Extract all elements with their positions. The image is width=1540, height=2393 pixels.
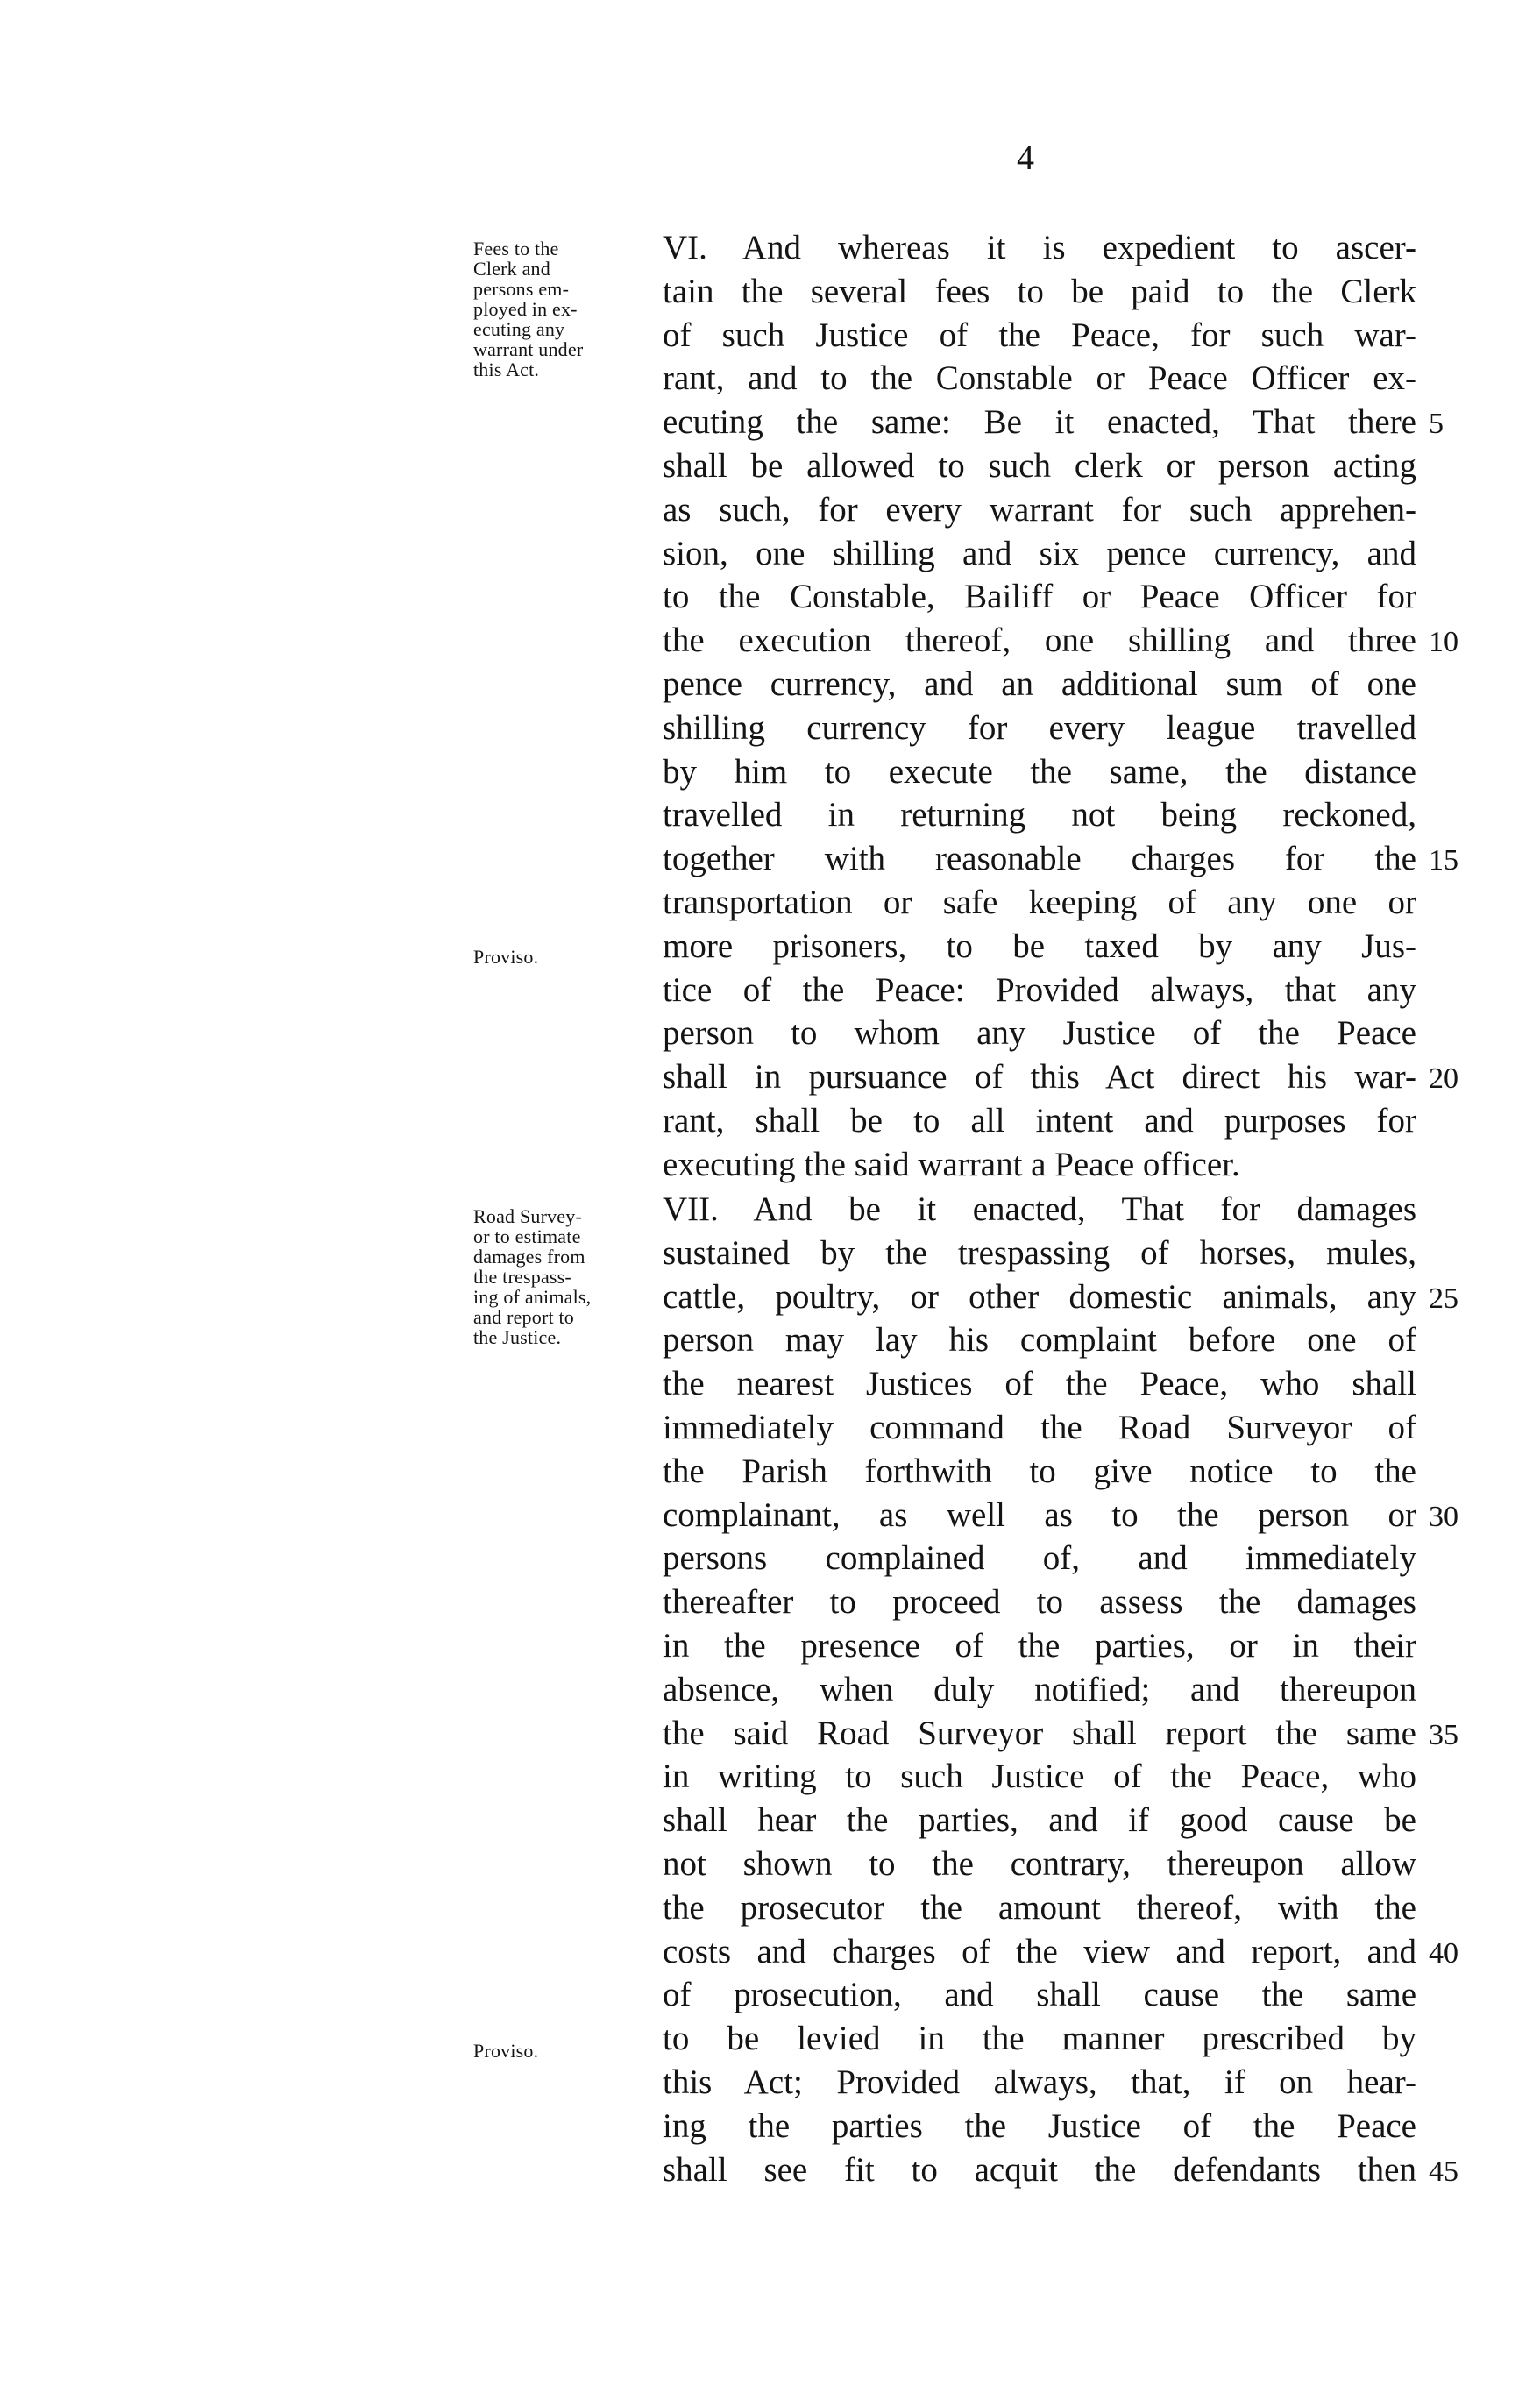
text-line: the prosecutor the amount thereof, with the xyxy=(663,1888,1416,1927)
line-number: 25 xyxy=(1429,1282,1458,1315)
text-line: of such Justice of the Peace, for such war- xyxy=(663,316,1416,354)
text-line: persons complained of, and immediately xyxy=(663,1539,1416,1578)
page-number: 4 xyxy=(1017,138,1034,177)
margin-note-line: Proviso. xyxy=(473,2040,539,2062)
text-line: sion, one shilling and six pence currency, and xyxy=(663,534,1416,572)
margin-note-line: ecuting any xyxy=(473,318,565,340)
text-line: shall be allowed to such clerk or person acting xyxy=(663,446,1416,485)
text-line: ing the parties the Justice of the Peace xyxy=(663,2106,1416,2145)
text-line: person to whom any Justice of the Peace xyxy=(663,1014,1416,1053)
margin-note-line: Road Survey- xyxy=(473,1205,582,1227)
text-line: the nearest Justices of the Peace, who shall xyxy=(663,1365,1416,1403)
section-vi-text xyxy=(663,226,1416,1187)
margin-note-line: damages from xyxy=(473,1246,585,1268)
line-number: 15 xyxy=(1429,844,1458,877)
margin-note-line: the trespass- xyxy=(473,1266,571,1288)
text-line: more prisoners, to be taxed by any Jus- xyxy=(663,927,1416,965)
line-number: 45 xyxy=(1429,2155,1458,2188)
margin-note-fees xyxy=(473,238,657,380)
section-vii-text xyxy=(663,1188,1416,2191)
text-line: VI. And whereas it is expedient to ascer- xyxy=(663,229,1416,266)
margin-note-line: warrant under xyxy=(473,338,584,360)
margin-note-line: this Act. xyxy=(473,359,540,380)
text-line: sustained by the trespassing of horses, mules, xyxy=(663,1233,1416,1272)
margin-note-line: ing of animals, xyxy=(473,1286,592,1308)
margin-note-road-surveyor xyxy=(473,1206,657,1347)
text-line: VII. And be it enacted, That for damages xyxy=(663,1190,1416,1228)
text-line: ecuting the same: Be it enacted, That there xyxy=(663,403,1416,442)
line-number: 40 xyxy=(1429,1937,1458,1970)
line-number: 5 xyxy=(1429,408,1444,440)
margin-note-line: and report to xyxy=(473,1306,575,1328)
text-line: cattle, poultry, or other domestic animals, any xyxy=(663,1277,1416,1316)
text-line: rant, shall be to all intent and purposes for xyxy=(663,1101,1416,1140)
margin-note-line: Proviso. xyxy=(473,946,539,968)
margin-note-proviso xyxy=(473,2041,657,2061)
text-line: in the presence of the parties, or in their xyxy=(663,1626,1416,1665)
text-line: this Act; Provided always, that, if on hear- xyxy=(663,2063,1416,2101)
text-line: in writing to such Justice of the Peace, who xyxy=(663,1757,1416,1796)
text-line: pence currency, and an additional sum of one xyxy=(663,664,1416,703)
text-line: transportation or safe keeping of any one or xyxy=(663,883,1416,921)
margin-note-line: the Justice. xyxy=(473,1326,562,1348)
text-line: tain the several fees to be paid to the Clerk xyxy=(663,272,1416,310)
line-number: 20 xyxy=(1429,1062,1458,1095)
text-line: to the Constable, Bailiff or Peace Officer for xyxy=(663,578,1416,616)
text-line: absence, when duly notified; and thereupon xyxy=(663,1670,1416,1708)
margin-note-line: or to estimate xyxy=(473,1225,581,1247)
text-line: tice of the Peace: Provided always, that any xyxy=(663,970,1416,1009)
text-line: executing the said warrant a Peace officer. xyxy=(663,1145,1240,1183)
text-line: person may lay his complaint before one of xyxy=(663,1321,1416,1360)
text-line: immediately command the Road Surveyor of xyxy=(663,1408,1416,1446)
margin-note-line: Fees to the xyxy=(473,238,559,259)
margin-note-proviso xyxy=(473,947,657,967)
text-line: together with reasonable charges for the xyxy=(663,840,1416,878)
text-line: the execution thereof, one shilling and three xyxy=(663,621,1416,660)
margin-note-line: ployed in ex- xyxy=(473,298,578,320)
text-line: travelled in returning not being reckoned, xyxy=(663,796,1416,834)
text-line: complainant, as well as to the person or xyxy=(663,1495,1416,1534)
text-line: shall see fit to acquit the defendants then xyxy=(663,2150,1416,2189)
text-line: to be levied in the manner prescribed by xyxy=(663,2020,1416,2058)
text-line: shilling currency for every league travelled xyxy=(663,708,1416,747)
text-line: shall hear the parties, and if good cause be xyxy=(663,1801,1416,1840)
line-number: 30 xyxy=(1429,1501,1458,1533)
line-number: 35 xyxy=(1429,1719,1458,1751)
text-line: the Parish forthwith to give notice to the xyxy=(663,1452,1416,1490)
text-line: shall in pursuance of this Act direct his war- xyxy=(663,1058,1416,1097)
line-number: 10 xyxy=(1429,626,1458,658)
text-line: as such, for every warrant for such apprehen- xyxy=(663,490,1416,529)
margin-note-line: persons em- xyxy=(473,278,570,300)
margin-note-line: Clerk and xyxy=(473,258,550,280)
text-line: of prosecution, and shall cause the same xyxy=(663,1976,1416,2014)
text-line: not shown to the contrary, thereupon allow xyxy=(663,1844,1416,1883)
text-line: costs and charges of the view and report, and xyxy=(663,1932,1416,1970)
text-line: by him to execute the same, the distance xyxy=(663,752,1416,791)
text-line: the said Road Surveyor shall report the same xyxy=(663,1714,1416,1752)
text-line: thereafter to proceed to assess the damages xyxy=(663,1583,1416,1622)
text-line: rant, and to the Constable or Peace Officer ex- xyxy=(663,359,1416,398)
